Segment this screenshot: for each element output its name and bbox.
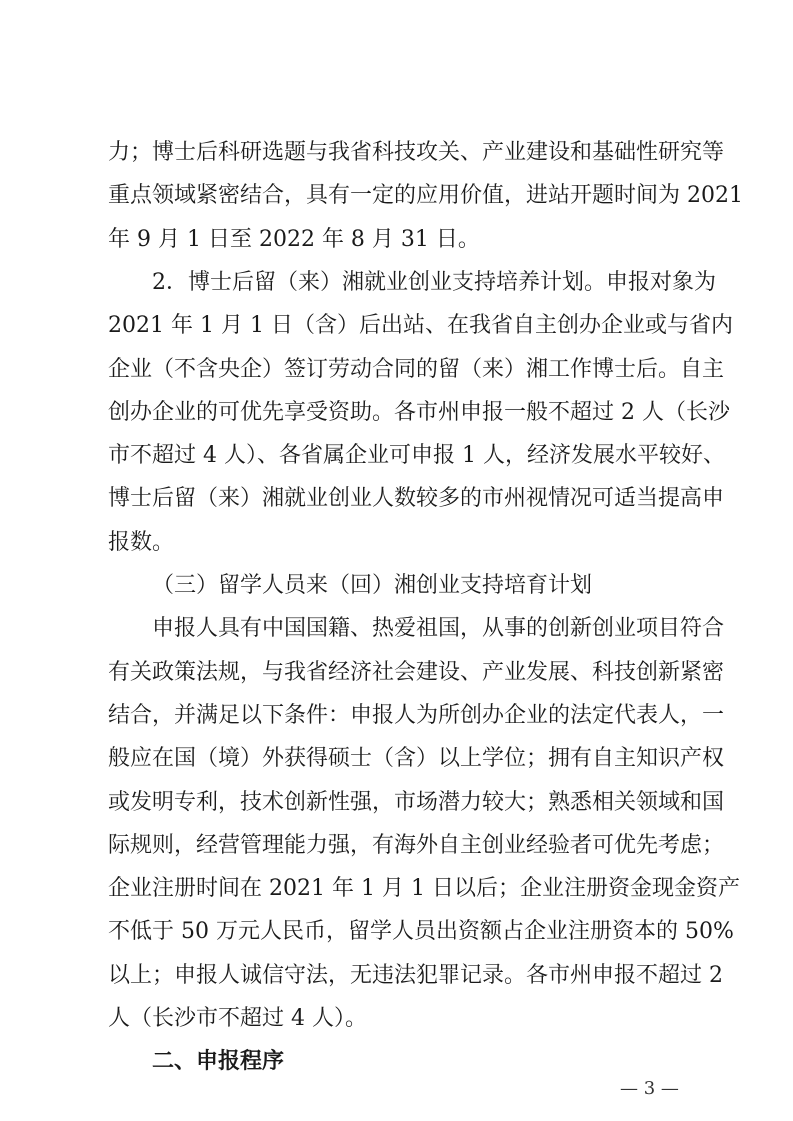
paragraph-2-line-7: 报数。 <box>108 529 175 555</box>
paragraph-3-line-4: 般应在国（境）外获得硕士（含）以上学位；拥有自主知识产权 <box>108 746 725 772</box>
paragraph-2-line-4: 创办企业的可优先享受资助。各市州申报一般不超过 2 人（长沙 <box>108 399 730 425</box>
paragraph-1-line-2: 重点领域紧密结合，具有一定的应用价值，进站开题时间为 2021 <box>108 183 743 209</box>
paragraph-1-line-1: 力；博士后科研选题与我省科技攻关、产业建设和基础性研究等 <box>108 140 725 165</box>
paragraph-2-line-6: 博士后留（来）湘就业创业人数较多的市州视情况可适当提高申 <box>108 486 725 512</box>
paragraph-2-line-3: 企业（不含央企）签订劳动合同的留（来）湘工作博士后。自主 <box>108 356 725 382</box>
paragraph-3-line-8: 不低于 50 万元人民币，留学人员出资额占企业注册资本的 50% <box>108 919 734 945</box>
paragraph-3-line-3: 结合，并满足以下条件：申报人为所创办企业的法定代表人，一 <box>108 702 725 728</box>
subheading-3: （三）留学人员来（回）湘创业支持培育计划 <box>152 573 593 598</box>
page-number: — 3 — <box>620 1078 679 1100</box>
paragraph-2-line-2: 2021 年 1 月 1 日（含）后出站、在我省自主创办企业或与省内 <box>108 313 733 339</box>
paragraph-1-line-3: 年 9 月 1 日至 2022 年 8 月 31 日。 <box>108 226 480 252</box>
paragraph-3-line-9: 以上；申报人诚信守法，无违法犯罪记录。各市州申报不超过 2 <box>108 962 723 988</box>
paragraph-3-line-5: 或发明专利，技术创新性强，市场潜力较大；熟悉相关领域和国 <box>108 789 725 815</box>
paragraph-3-line-2: 有关政策法规，与我省经济社会建设、产业发展、科技创新紧密 <box>108 659 725 685</box>
paragraph-3-line-7: 企业注册时间在 2021 年 1 月 1 日以后；企业注册资金现金资产 <box>108 876 740 902</box>
paragraph-3-line-10: 人（长沙市不超过 4 人）。 <box>108 1006 367 1031</box>
paragraph-2-line-1: 2．博士后留（来）湘就业创业支持培养计划。申报对象为 <box>152 269 716 295</box>
paragraph-3-line-6: 际规则，经营管理能力强，有海外自主创业经验者可优先考虑； <box>108 832 725 858</box>
section-2-title: 二、申报程序 <box>152 1049 285 1075</box>
paragraph-3-line-1: 申报人具有中国国籍、热爱祖国，从事的创新创业项目符合 <box>152 616 725 642</box>
paragraph-2-line-5: 市不超过 4 人）、各省属企业可申报 1 人，经济发展水平较好、 <box>108 443 725 469</box>
